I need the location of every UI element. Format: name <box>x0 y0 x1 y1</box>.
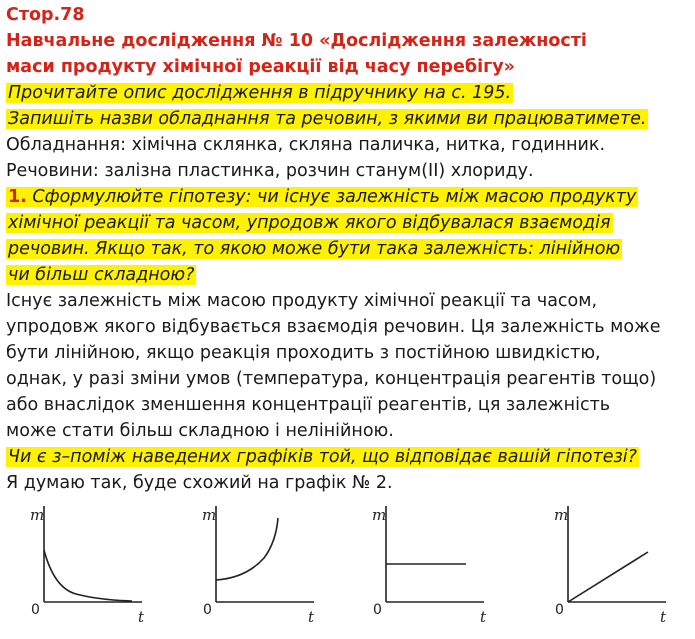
title-line-1: Навчальне дослідження № 10 «Дослідження залежності <box>6 31 587 51</box>
answer-line-1: Існує залежність між масою продукту хімічної реакції та часом, <box>6 291 598 311</box>
graph-4 <box>540 498 695 635</box>
graph-1-origin: 0 <box>31 602 40 618</box>
question-1-number: 1. <box>8 187 27 207</box>
question-1-line-3: речовин. Якщо так, то якою може бути така залежність: лінійною <box>8 239 621 259</box>
graph-2-x-label: t <box>308 608 315 626</box>
task-line-2: Запишіть назви обладнання та речовин, з якими ви працюватимете. <box>8 109 647 129</box>
answer-line-4: однак, у разі зміни умов (температура, концентрація реагентів тощо) <box>6 369 657 389</box>
page-number: Стор.78 <box>6 5 85 25</box>
graph-4-line <box>568 552 648 602</box>
answer-line-6: може стати більш складною і нелінійною. <box>6 421 394 441</box>
question-2: Чи є з–поміж наведених графіків той, що відповідає вашій гіпотезі? <box>8 447 637 467</box>
graph-4-origin: 0 <box>555 602 564 618</box>
graph-3-origin: 0 <box>373 602 382 618</box>
title-line-2: маси продукту хімічної реакції від часу перебігу» <box>6 57 515 77</box>
substances-text: Речовини: залізна пластинка, розчин станум(II) хлориду. <box>6 161 534 181</box>
graph-4-x-label: t <box>660 608 667 626</box>
answer-2: Я думаю так, буде схожий на графік № 2. <box>6 473 393 493</box>
question-1-line-2: хімічної реакції та часом, упродовж якого відбувалася взаємодія <box>8 213 611 233</box>
graph-2-origin: 0 <box>203 602 212 618</box>
graph-3-x-label: t <box>480 608 487 626</box>
graphs-row <box>0 498 695 635</box>
graph-4-y-label: m <box>554 506 569 524</box>
answer-line-5: або внаслідок зменшення концентрації реагентів, ця залежність <box>6 395 611 415</box>
graph-3-y-label: m <box>372 506 387 524</box>
answer-line-3: бути лінійною, якщо реакція проходить з постійною швидкістю, <box>6 343 601 363</box>
equipment-text: Обладнання: хімічна склянка, скляна паличка, нитка, годинник. <box>6 135 606 155</box>
graph-1 <box>14 498 174 635</box>
question-1-line-4: чи більш складною? <box>8 265 195 285</box>
question-1-line-1: Сформулюйте гіпотезу: чи існує залежність між масою продукту <box>32 187 637 207</box>
graph-2-curve <box>216 518 278 580</box>
graph-1-y-label: m <box>30 506 45 524</box>
worksheet <box>6 2 692 496</box>
answer-line-2: упродовж якого відбувається взаємодія речовин. Ця залежність може <box>6 317 661 337</box>
graph-1-curve <box>44 550 132 601</box>
graph-1-x-label: t <box>138 608 145 626</box>
graph-2-y-label: m <box>202 506 217 524</box>
task-line-1: Прочитайте опис дослідження в підручнику на с. 195. <box>8 83 512 103</box>
graph-3 <box>356 498 516 635</box>
graph-2 <box>188 498 348 635</box>
